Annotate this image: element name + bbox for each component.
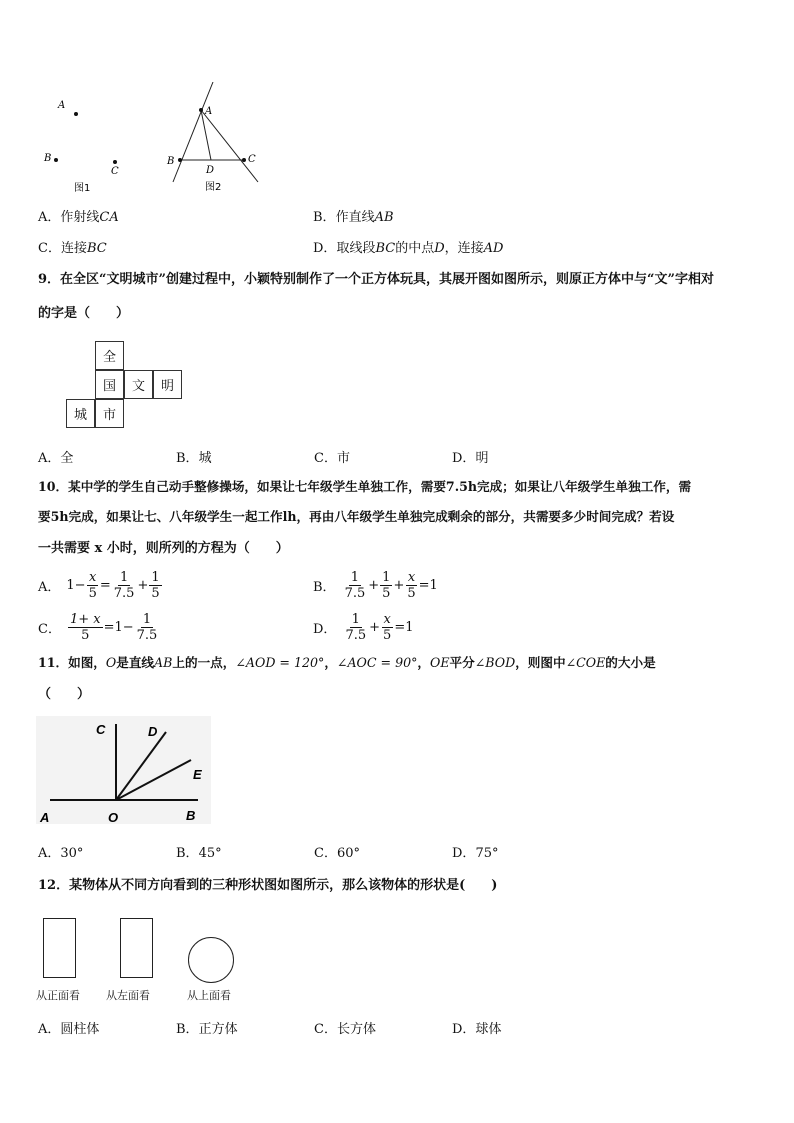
q12-option-c[interactable]: C．长方体	[314, 1022, 376, 1037]
q10-option-c[interactable]: C． $\frac{1+ x}{5}$ =1− $\frac{1}{7.5}$	[38, 611, 158, 643]
q11-stem-line1: 11．如图，O是直线AB上的一点，∠AOD = 120°，∠AOC = 90°，OE平分∠BOD，则图中∠COE的大小是	[38, 655, 656, 670]
q11-option-a[interactable]: A．30°	[38, 846, 84, 861]
fig1-caption: 图1	[74, 183, 91, 194]
net-cell-guo: 国	[95, 370, 124, 399]
q8-figure-2	[160, 82, 270, 194]
fig2-label-c: C	[248, 154, 256, 165]
left-view-rectangle	[120, 918, 153, 978]
fraction: $\frac{1}{7.5}$	[113, 569, 135, 601]
fig2-caption: 图2	[205, 182, 222, 193]
q9-option-d[interactable]: D．明	[452, 451, 489, 466]
q9-option-c[interactable]: C．市	[314, 451, 350, 466]
point-c	[113, 160, 117, 164]
q10-option-b[interactable]: B． $\frac{1}{7.5}$ + $\frac{1}{5}$ + $\frac{x}{5}$ =1	[313, 569, 438, 601]
q11-figure	[36, 716, 216, 828]
point-a	[74, 112, 78, 116]
front-view-rectangle	[43, 918, 76, 978]
fig1-label-a: A	[58, 100, 66, 111]
q10-stem-line1: 10．某中学的学生自己动手整修操场，如果让七年级学生单独工作，需要7.5h完成；如果让八年级学生单独工作，需	[38, 479, 692, 494]
caption-top-view: 从上面看	[187, 989, 231, 1002]
fraction: $\frac{1}{5}$	[382, 569, 391, 601]
fig2-label-b: B	[167, 156, 175, 167]
fig-label-d: D	[148, 724, 158, 739]
fig2-label-d: D	[206, 165, 215, 176]
top-view-circle	[188, 937, 234, 983]
fig-label-c: C	[96, 722, 106, 737]
q10-option-a[interactable]: A． 1− $\frac{x}{5}$ = $\frac{1}{7.5}$ + $\frac{1}{5}$	[38, 569, 160, 601]
q11-option-c[interactable]: C．60°	[314, 846, 360, 861]
fraction: $\frac{x}{5}$	[383, 611, 392, 643]
q10-option-d[interactable]: D． $\frac{1}{7.5}$ + $\frac{x}{5}$ =1	[313, 611, 414, 643]
caption-left-view: 从左面看	[106, 989, 150, 1002]
q9-stem-line2: 的字是（ ）	[38, 306, 130, 321]
q12-stem-line1: 12．某物体从不同方向看到的三种形状图如图所示，那么该物体的形状是( )	[38, 878, 498, 893]
q10-stem-line3: 一共需要 x 小时，则所列的方程为（ ）	[38, 541, 289, 556]
fraction: $\frac{1+ x}{5}$	[69, 611, 101, 643]
fig2-label-a: A	[205, 106, 213, 117]
q9-option-a[interactable]: A．全	[38, 451, 74, 466]
q10-stem-line2: 要5h完成，如果让七、八年级学生一起工作lh，再由八年级学生单独完成剩余的部分，共需要多少时间完成？若设	[38, 509, 675, 524]
fraction: $\frac{x}{5}$	[88, 569, 97, 601]
q8-option-c[interactable]: C．连接BC	[38, 241, 107, 256]
fig-label-o: O	[108, 810, 119, 825]
q12-option-b[interactable]: B．正方体	[176, 1022, 238, 1037]
fig-label-e: E	[193, 767, 202, 782]
q12-option-a[interactable]: A．圆柱体	[38, 1022, 100, 1037]
fig-label-b: B	[186, 808, 196, 823]
net-cell-cheng: 城	[66, 399, 95, 428]
q8-option-b[interactable]: B．作直线AB	[313, 210, 394, 225]
caption-front-view: 从正面看	[36, 989, 80, 1002]
fraction: $\frac{1}{7.5}$	[136, 611, 158, 643]
fraction: $\frac{x}{5}$	[407, 569, 416, 601]
fraction: $\frac{1}{5}$	[151, 569, 160, 601]
net-cell-wen: 文	[124, 370, 153, 399]
fig1-label-c: C	[111, 166, 119, 177]
q12-option-d[interactable]: D．球体	[452, 1022, 502, 1037]
cube-net	[66, 341, 186, 433]
point-b	[54, 158, 58, 162]
q8-option-a[interactable]: A．作射线CA	[38, 210, 119, 225]
q9-option-b[interactable]: B．城	[176, 451, 212, 466]
q11-option-d[interactable]: D．75°	[452, 846, 499, 861]
fig-label-a: A	[40, 810, 50, 825]
segment-ad	[201, 110, 211, 160]
fraction: $\frac{1}{7.5}$	[345, 611, 367, 643]
fraction: $\frac{1}{7.5}$	[344, 569, 366, 601]
q11-stem-line2: （ ）	[38, 687, 91, 702]
q9-stem-line1: 9．在全区“文明城市”创建过程中，小颖特别制作了一个正方体玩具，其展开图如图所示，则原正方体中与“文”字相对	[38, 272, 714, 287]
q8-option-d[interactable]: D．取线段BC的中点D，连接AD	[313, 241, 504, 256]
q11-option-b[interactable]: B．45°	[176, 846, 222, 861]
net-cell-quan: 全	[95, 341, 124, 370]
net-cell-shi: 市	[95, 399, 124, 428]
fig1-label-b: B	[44, 153, 52, 164]
q8-figure-1	[38, 95, 138, 195]
net-cell-ming: 明	[153, 370, 182, 399]
